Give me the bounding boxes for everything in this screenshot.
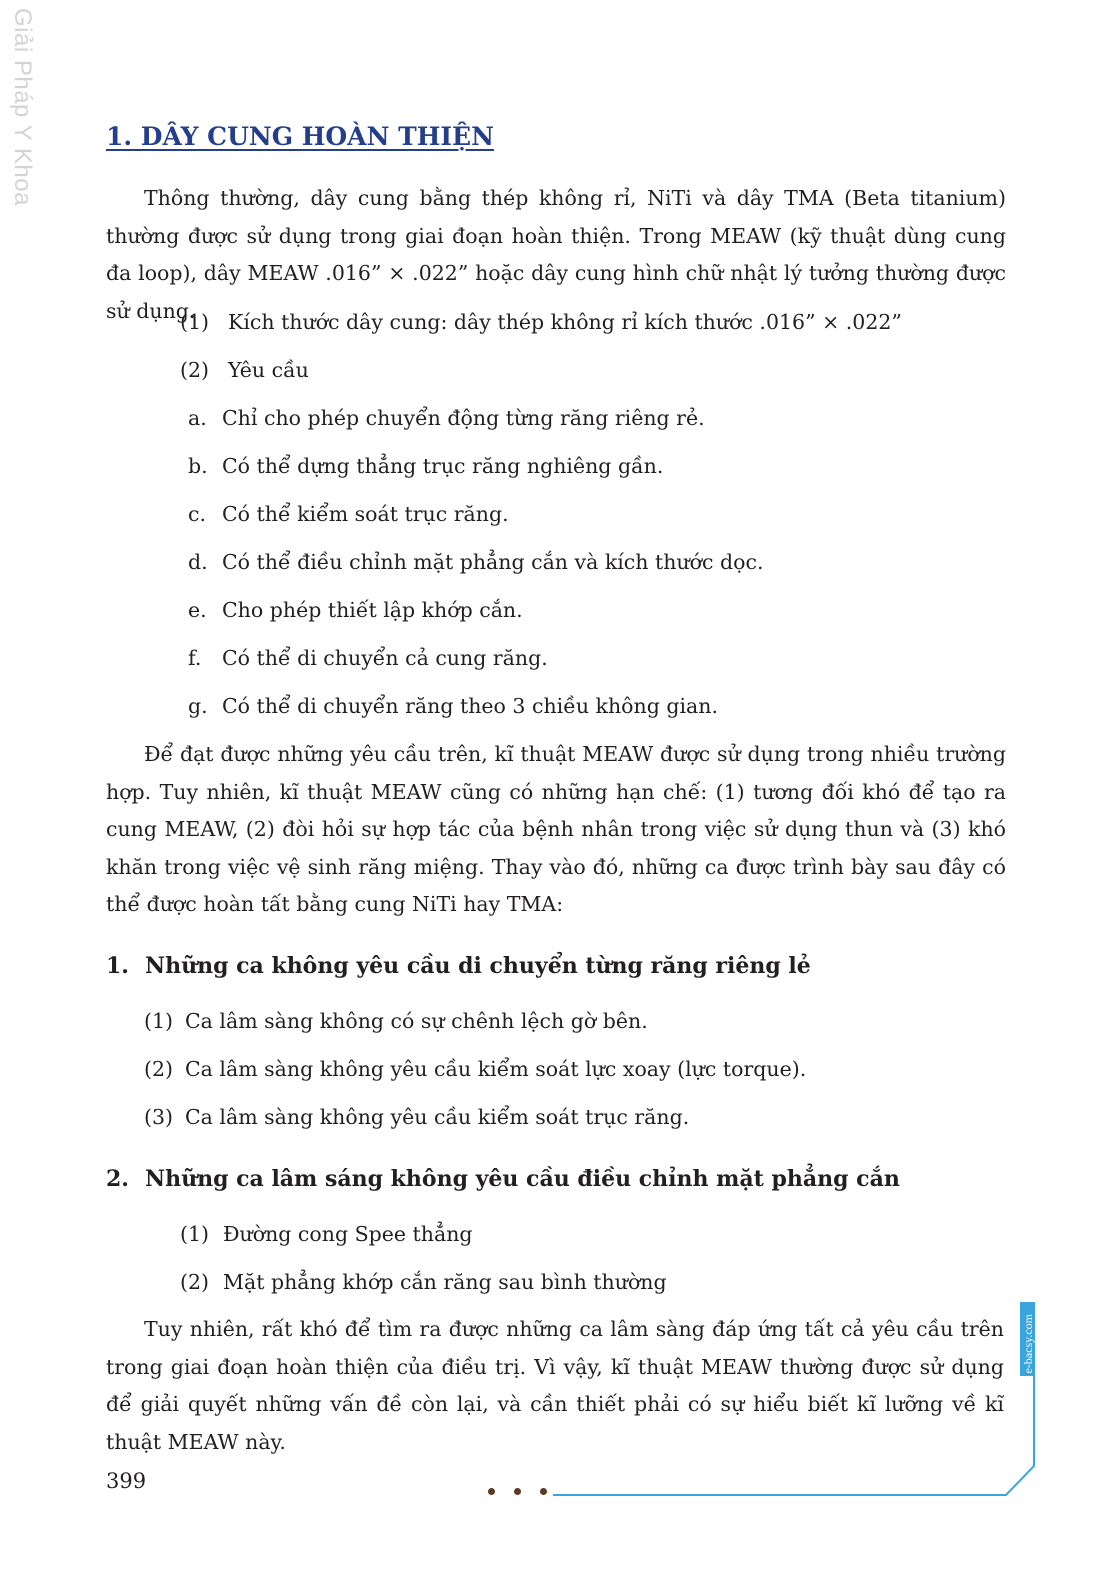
- site-label: e-bacsy.com: [1021, 1314, 1035, 1374]
- side-watermark: Giải Pháp Y Khoa: [9, 8, 36, 206]
- item-text: Chỉ cho phép chuyển động từng răng riêng rẻ.: [222, 406, 705, 430]
- paragraph-meaw-limits: Để đạt được những yêu cầu trên, kĩ thuật MEAW được sử dụng trong nhiều trường hợp. Tuy nhiên, kĩ thuật MEAW cũng có những hạn chế: (1) tương đối khó để tạo ra cung MEAW, (2) đòi hỏi sự hợp tác của bệnh nhân trong việc sử dụng thun và (3) khó khăn trong việc vệ sinh răng miệng. Thay vào đó, những ca được trình bày sau đây có thể được hoàn tất bằng cung NiTi hay TMA:: [106, 742, 1006, 917]
- item-text: Mặt phẳng khớp cắn răng sau bình thường: [223, 1270, 667, 1294]
- item-letter: b.: [188, 454, 208, 478]
- subsection-number: 2.: [106, 1166, 129, 1192]
- item-number: (1): [180, 1222, 210, 1246]
- item-letter: g.: [188, 694, 208, 718]
- item-text: Có thể di chuyển răng theo 3 chiều không gian.: [222, 694, 718, 718]
- item-text: Yêu cầu: [228, 358, 309, 382]
- item-number: (1): [144, 1009, 174, 1033]
- paragraph-conclusion: Tuy nhiên, rất khó để tìm ra được những ca lâm sàng đáp ứng tất cả yêu cầu trên trong giai đoạn hoàn thiện của điều trị. Vì vậy, kĩ thuật MEAW thường được sử dụng để giải quyết những vấn đề còn lại, và cần thiết phải có sự hiểu biết kĩ lưỡng về kĩ thuật MEAW này.: [106, 1317, 1004, 1454]
- item-text: Ca lâm sàng không yêu cầu kiểm soát trục răng.: [185, 1105, 690, 1129]
- subsection-title: Những ca không yêu cầu di chuyển từng răng riêng lẻ: [145, 953, 811, 979]
- item-text: Ca lâm sàng không có sự chênh lệch gờ bên.: [185, 1009, 648, 1033]
- item-number: (2): [180, 1270, 210, 1294]
- item-number: (3): [144, 1105, 174, 1129]
- item-text: Có thể di chuyển cả cung răng.: [222, 646, 548, 670]
- subsection-title: Những ca lâm sáng không yêu cầu điều chỉnh mặt phẳng cắn: [145, 1166, 900, 1192]
- subsection-number: 1.: [106, 953, 129, 979]
- item-letter: c.: [188, 502, 206, 526]
- item-text: Kích thước dây cung: dây thép không rỉ kích thước .016” × .022”: [228, 310, 902, 334]
- page-number: 399: [106, 1469, 147, 1493]
- item-text: Có thể điều chỉnh mặt phẳng cắn và kích thước dọc.: [222, 550, 764, 574]
- paragraph-intro: Thông thường, dây cung bằng thép không rỉ, NiTi và dây TMA (Beta titanium) thường được sử dụng trong giai đoạn hoàn thiện. Trong MEAW (kỹ thuật dùng cung đa loop), dây MEAW .016” × .022” hoặc dây cung hình chữ nhật lý tưởng thường được sử dụng.: [106, 186, 1006, 323]
- item-number: (2): [180, 358, 210, 382]
- item-letter: f.: [188, 646, 202, 670]
- item-text: Ca lâm sàng không yêu cầu kiểm soát lực xoay (lực torque).: [185, 1057, 807, 1081]
- item-text: Đường cong Spee thẳng: [223, 1222, 473, 1246]
- item-text: Có thể dựng thẳng trục răng nghiêng gần.: [222, 454, 664, 478]
- item-text: Cho phép thiết lập khớp cắn.: [222, 598, 523, 622]
- item-number: (1): [180, 310, 210, 334]
- site-label-tab: [1020, 1302, 1035, 1376]
- item-letter: e.: [188, 598, 207, 622]
- section-title: 1. DÂY CUNG HOÀN THIỆN: [106, 122, 494, 151]
- item-letter: a.: [188, 406, 207, 430]
- item-text: Có thể kiểm soát trục răng.: [222, 502, 509, 526]
- item-number: (2): [144, 1057, 174, 1081]
- item-letter: d.: [188, 550, 208, 574]
